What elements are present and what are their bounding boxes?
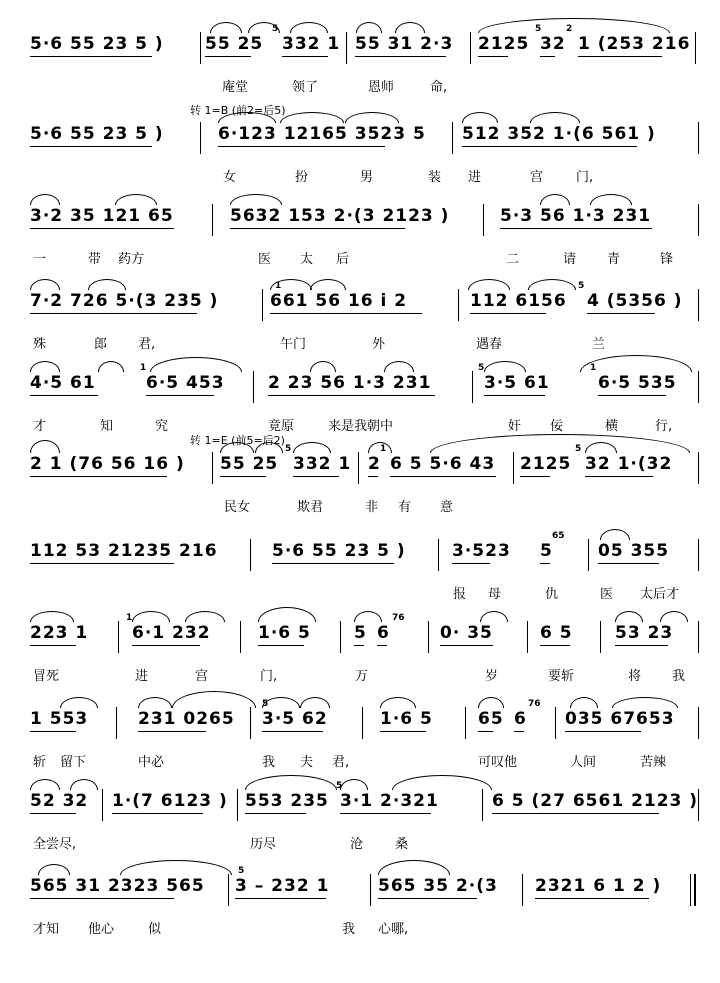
barline <box>346 32 347 64</box>
notation-segment: 223 1 <box>30 623 89 643</box>
lyric-text: 装 <box>428 170 442 185</box>
notation-segment: 5632 153 2·(3 2123 ) <box>230 206 450 226</box>
barline <box>212 452 213 484</box>
beam-line <box>138 731 206 732</box>
grace-note: 76 <box>392 613 405 623</box>
beam-line <box>30 476 167 477</box>
beam-line <box>585 476 653 477</box>
beam-line <box>615 645 668 646</box>
beam-line <box>132 645 200 646</box>
notation-segment: 3·1 2·321 <box>340 791 439 811</box>
notation-segment: 65 <box>478 709 504 729</box>
lyric-text: 殊 <box>33 337 47 352</box>
lyric-text: 医 <box>258 252 272 267</box>
lyric-text: 全尝尽, <box>33 837 77 852</box>
notation-segment: 565 31 2323 565 <box>30 876 205 896</box>
lyric-text: 将 <box>628 669 642 684</box>
beam-line <box>272 563 394 564</box>
lyric-text: 欺君 <box>297 500 324 515</box>
notation-segment: 0· 35 <box>440 623 493 643</box>
beam-line <box>30 395 98 396</box>
notation-segment: 5 <box>354 623 367 643</box>
beam-line <box>390 476 496 477</box>
barline <box>116 707 117 739</box>
beam-line <box>540 645 570 646</box>
beam-line <box>245 813 306 814</box>
barline <box>458 289 459 321</box>
lyric-text: 横 <box>605 419 619 434</box>
notation-segment: 1·6 5 <box>258 623 311 643</box>
notation-segment: 6 5 <box>540 623 573 643</box>
grace-note: 5 <box>285 444 292 454</box>
beam-line <box>30 813 76 814</box>
lyric-text: 奸 <box>508 419 522 434</box>
slur-arc <box>478 18 670 33</box>
notation-segment: 4 (5356 ) <box>587 291 683 311</box>
lyric-text: 青 <box>607 252 621 267</box>
notation-segment: 6 <box>377 623 390 643</box>
notation-segment: 55 31 2·3 <box>355 34 454 54</box>
lyric-text: 进 <box>468 170 482 185</box>
beam-line <box>30 146 152 147</box>
beam-line <box>520 476 550 477</box>
notation-segment: 3·2 35 121 65 <box>30 206 174 226</box>
lyric-text: 知 <box>100 419 114 434</box>
barline <box>452 122 453 154</box>
notation-segment: 3·5 61 <box>484 373 550 393</box>
beam-line <box>470 313 546 314</box>
notation-segment: 1 (253 216 <box>578 34 691 54</box>
lyric-text: 民女 <box>224 500 251 515</box>
lyric-text: 冒死 <box>33 669 60 684</box>
notation-segment: 32 <box>540 34 566 54</box>
beam-line <box>270 313 422 314</box>
lyric-text: 请 <box>563 252 577 267</box>
lyric-text: 我 <box>342 922 356 937</box>
lyric-text: 太 <box>300 252 314 267</box>
grace-note: 1 <box>140 363 147 373</box>
lyric-text: 男 <box>360 170 374 185</box>
lyric-text: 意 <box>440 500 454 515</box>
notation-segment: 2125 <box>520 454 572 474</box>
grace-note: 5 <box>262 699 269 709</box>
beam-line <box>355 56 446 57</box>
beam-line <box>30 898 174 899</box>
lyric-text: 岁 <box>485 669 499 684</box>
score-system <box>0 781 720 871</box>
notation-segment: 112 6156 <box>470 291 567 311</box>
barline <box>240 621 241 653</box>
barline <box>695 32 696 64</box>
barline <box>228 874 229 906</box>
lyric-text: 扮 <box>295 170 309 185</box>
lyric-text: 命, <box>430 80 448 95</box>
lyric-text: 可叹他 <box>478 755 518 770</box>
beam-line <box>535 898 649 899</box>
notation-segment: 5·6 55 23 5 ) <box>30 34 164 54</box>
lyric-text: 沧 <box>350 837 364 852</box>
barline <box>250 539 251 571</box>
barline <box>465 707 466 739</box>
notation-segment: 52 32 <box>30 791 89 811</box>
lyric-text: 中必 <box>138 755 165 770</box>
lyric-text: 带 <box>88 252 102 267</box>
key-change-annotation: 转 1=E (前5=后2) <box>190 434 285 447</box>
score-system <box>0 434 720 534</box>
barline <box>340 621 341 653</box>
grace-note: 5 <box>238 866 245 876</box>
final-barline <box>690 874 696 906</box>
notation-segment: 2 <box>368 454 381 474</box>
notation-segment: 5·6 55 23 5 ) <box>272 541 406 561</box>
lyric-text: 留下 <box>60 755 87 770</box>
barline <box>212 204 213 236</box>
notation-segment: 661 56 16 i 2 <box>270 291 408 311</box>
notation-segment: 5·6 55 23 5 ) <box>30 124 164 144</box>
notation-segment: 05 355 <box>598 541 670 561</box>
grace-note: 2 <box>566 24 573 34</box>
beam-line <box>565 731 641 732</box>
notation-segment: 7·2 726 5·(3 235 ) <box>30 291 219 311</box>
beam-line <box>462 146 637 147</box>
lyric-text: 母 <box>488 587 502 602</box>
notation-segment: 231 0265 <box>138 709 235 729</box>
notation-segment: 2 23 56 1·3 231 <box>268 373 432 393</box>
notation-segment: 55 25 <box>220 454 279 474</box>
barline <box>370 874 371 906</box>
beam-line <box>354 645 364 646</box>
lyric-text: 领了 <box>292 80 319 95</box>
notation-segment: 2321 6 1 2 ) <box>535 876 662 896</box>
slur-arc <box>395 22 425 33</box>
score-system <box>0 24 720 114</box>
barline <box>428 621 429 653</box>
beam-line <box>380 731 426 732</box>
beam-line <box>230 228 405 229</box>
lyric-text: 有 <box>398 500 412 515</box>
lyric-text: 太后才 <box>640 587 680 602</box>
lyric-text: 行, <box>655 419 673 434</box>
lyric-text: 我 <box>262 755 276 770</box>
beam-line <box>268 395 435 396</box>
score-system <box>0 104 720 204</box>
notation-segment: 6·5 535 <box>598 373 677 393</box>
notation-segment: 5·3 56 1·3 231 <box>500 206 652 226</box>
lyric-text: 一 <box>33 252 47 267</box>
beam-line <box>514 731 524 732</box>
notation-segment: 4·5 61 <box>30 373 96 393</box>
lyric-text: 药方 <box>118 252 145 267</box>
grace-note: 5 <box>578 281 585 291</box>
score-system <box>0 613 720 703</box>
barline <box>698 289 699 321</box>
notation-segment: 3·523 <box>452 541 511 561</box>
notation-segment: 6·5 453 <box>146 373 225 393</box>
barline <box>483 204 484 236</box>
beam-line <box>282 56 328 57</box>
slur-arc <box>210 22 242 33</box>
lyric-text: 竟原 <box>268 419 295 434</box>
notation-segment: 6 5 (27 6561 2123 ) <box>492 791 699 811</box>
beam-line <box>598 563 659 564</box>
lyric-text: 宫 <box>195 669 209 684</box>
barline <box>250 707 251 739</box>
barline <box>237 789 238 821</box>
lyric-text: 郎 <box>94 337 108 352</box>
barline <box>698 707 699 739</box>
lyric-text: 庵堂 <box>222 80 249 95</box>
barline <box>253 371 254 403</box>
beam-line <box>492 813 659 814</box>
beam-line <box>452 563 490 564</box>
barline <box>262 289 263 321</box>
beam-line <box>578 56 662 57</box>
grace-note: 5 <box>272 24 279 34</box>
grace-note: 1 <box>380 444 387 454</box>
lyric-text: 似 <box>148 922 162 937</box>
notation-segment: 3·5 62 <box>262 709 328 729</box>
notation-segment: 3 – 232 1 <box>235 876 330 896</box>
notation-segment: 035 67653 <box>565 709 675 729</box>
barline <box>200 122 201 154</box>
beam-line <box>30 563 174 564</box>
beam-line <box>587 313 655 314</box>
beam-line <box>235 898 326 899</box>
notation-segment: 1·(7 6123 ) <box>112 791 228 811</box>
lyric-text: 医 <box>600 587 614 602</box>
lyric-text: 才 <box>33 419 47 434</box>
barline <box>698 371 699 403</box>
lyric-text: 我 <box>672 669 686 684</box>
lyric-text: 宫 <box>530 170 544 185</box>
notation-segment: 6 5 5·6 43 <box>390 454 496 474</box>
grace-note: 5 <box>535 24 542 34</box>
grace-note: 5 <box>478 363 485 373</box>
lyric-text: 兰 <box>592 337 606 352</box>
beam-line <box>540 56 555 57</box>
beam-line <box>478 56 508 57</box>
score-system <box>0 699 720 789</box>
lyric-text: 锋 <box>660 252 674 267</box>
beam-line <box>220 476 266 477</box>
notation-segment: 112 53 21235 216 <box>30 541 218 561</box>
lyric-text: 苦辣 <box>640 755 667 770</box>
lyric-text: 进 <box>135 669 149 684</box>
notation-segment: 512 352 1·(6 561 ) <box>462 124 656 144</box>
lyric-text: 心哪, <box>378 922 409 937</box>
lyric-text: 佞 <box>550 419 564 434</box>
beam-line <box>30 645 76 646</box>
lyric-text: 外 <box>372 337 386 352</box>
notation-segment: 6 <box>514 709 527 729</box>
notation-segment: 332 1 <box>293 454 352 474</box>
barline <box>698 122 699 154</box>
lyric-text: 要斩 <box>548 669 575 684</box>
barline <box>588 539 589 571</box>
notation-segment: 2 1 (76 56 16 ) <box>30 454 185 474</box>
lyric-text: 究 <box>155 419 169 434</box>
beam-line <box>30 731 76 732</box>
lyric-text: 门, <box>260 669 278 684</box>
notation-segment: 565 35 2·(3 <box>378 876 498 896</box>
beam-line <box>377 645 387 646</box>
lyric-text: 万 <box>355 669 369 684</box>
lyric-text: 仇 <box>545 587 559 602</box>
notation-segment: 55 25 <box>205 34 264 54</box>
barline <box>470 32 471 64</box>
notation-segment: 53 23 <box>615 623 674 643</box>
lyric-text: 后 <box>336 252 350 267</box>
grace-note: 5 <box>336 781 343 791</box>
lyric-text: 女 <box>223 170 237 185</box>
beam-line <box>500 228 652 229</box>
barline <box>200 32 201 64</box>
lyric-text: 历尽 <box>250 837 277 852</box>
notation-segment: 5 <box>540 541 553 561</box>
barline <box>698 789 699 821</box>
score-system <box>0 200 720 286</box>
beam-line <box>340 813 431 814</box>
lyric-text: 非 <box>365 500 379 515</box>
notation-segment: 32 1·(32 <box>585 454 673 474</box>
lyric-text: 遇春 <box>476 337 503 352</box>
lyric-text: 午门 <box>280 337 307 352</box>
beam-line <box>30 56 152 57</box>
barline <box>527 621 528 653</box>
barline <box>522 874 523 906</box>
beam-line <box>262 731 323 732</box>
beam-line <box>218 146 385 147</box>
beam-line <box>368 476 378 477</box>
score-system <box>0 866 720 956</box>
notation-segment: 2125 <box>478 34 530 54</box>
beam-line <box>440 645 493 646</box>
barline <box>472 371 473 403</box>
grace-note: 1 <box>126 613 133 623</box>
beam-line <box>146 395 214 396</box>
barline <box>698 539 699 571</box>
barline <box>482 789 483 821</box>
lyric-text: 报 <box>453 587 467 602</box>
barline <box>438 539 439 571</box>
barline <box>698 204 699 236</box>
beam-line <box>112 813 203 814</box>
barline <box>358 452 359 484</box>
barline <box>118 621 119 653</box>
beam-line <box>540 563 550 564</box>
barline <box>698 621 699 653</box>
notation-segment: 1·6 5 <box>380 709 433 729</box>
beam-line <box>30 228 174 229</box>
grace-note: 1 <box>275 281 282 291</box>
beam-line <box>205 56 251 57</box>
barline <box>555 707 556 739</box>
notation-segment: 553 235 <box>245 791 329 811</box>
beam-line <box>378 898 477 899</box>
lyric-text: 二 <box>506 252 520 267</box>
grace-note: 5 <box>575 444 582 454</box>
score-system <box>0 531 720 621</box>
barline <box>698 452 699 484</box>
key-change-annotation: 转 1=B (前2=后5) <box>190 104 286 117</box>
lyric-text: 君, <box>138 337 156 352</box>
notation-segment: 332 1 <box>282 34 341 54</box>
lyric-text: 来是我朝中 <box>328 419 394 434</box>
barline <box>102 789 103 821</box>
beam-line <box>258 645 304 646</box>
lyric-text: 夫 <box>300 755 314 770</box>
barline <box>362 707 363 739</box>
lyric-text: 才知 <box>33 922 60 937</box>
grace-note: 1 <box>590 363 597 373</box>
slur-arc <box>356 22 382 33</box>
notation-segment: 1 553 <box>30 709 89 729</box>
beam-line <box>30 313 197 314</box>
beam-line <box>598 395 666 396</box>
beam-line <box>484 395 545 396</box>
lyric-text: 门, <box>576 170 594 185</box>
notation-segment: 6·123 12165 3523 5 <box>218 124 426 144</box>
lyric-text: 斩 <box>33 755 47 770</box>
beam-line <box>478 731 493 732</box>
lyric-text: 桑 <box>395 837 409 852</box>
grace-note: 65 <box>552 531 565 541</box>
slur-arc <box>290 22 328 33</box>
notation-segment: 6·1 232 <box>132 623 211 643</box>
grace-note: 76 <box>528 699 541 709</box>
lyric-text: 人间 <box>570 755 597 770</box>
lyric-text: 君, <box>332 755 350 770</box>
lyric-text: 他心 <box>88 922 115 937</box>
beam-line <box>293 476 339 477</box>
barline <box>600 621 601 653</box>
lyric-text: 恩师 <box>368 80 395 95</box>
barline <box>513 452 514 484</box>
